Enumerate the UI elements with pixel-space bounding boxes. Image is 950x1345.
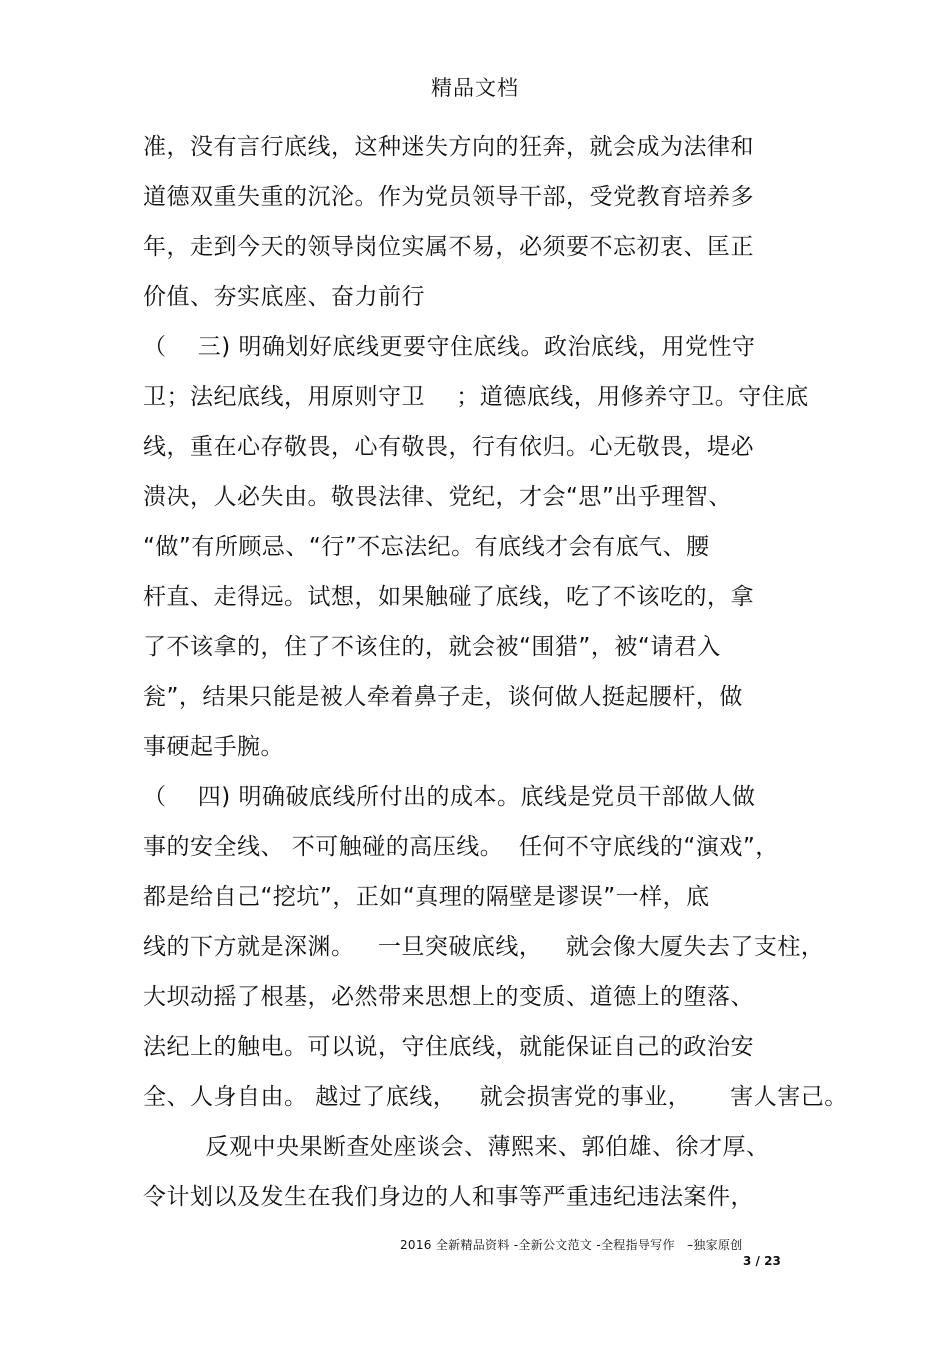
- body-text-line: 了不该拿的，住了不该住的，就会被“围猎”，被“请君入: [143, 634, 721, 660]
- body-text-line: 都是给自己“挖坑”，正如“真理的隔壁是谬误”一样，底: [143, 884, 710, 910]
- body-text-line: 全、人身自由。 越过了底线， 就会损害党的事业， 害人害己。: [143, 1084, 848, 1110]
- body-text-line: 年，走到今天的领导岗位实属不易，必须要不忘初衷、匡正: [143, 234, 754, 260]
- body-text-line: 事的安全线、 不可触碰的高压线。 任何不守底线的“演戏”，: [143, 834, 779, 860]
- body-text-line: 价值、夯实底座、奋力前行: [143, 284, 425, 310]
- body-text-line: 反观中央果断查处座谈会、薄熙来、郭伯雄、徐才厚、: [143, 1134, 770, 1160]
- body-text-line: 溃决，人必失由。敬畏法律、党纪，才会“思”出乎理智、: [143, 484, 732, 510]
- body-text-line: 杆直、走得远。试想，如果触碰了底线，吃了不该吃的，拿: [143, 584, 754, 610]
- body-text-line: 准，没有言行底线，这种迷失方向的狂奔，就会成为法律和: [143, 134, 754, 160]
- body-text-line: 令计划以及发生在我们身边的人和事等严重违纪违法案件，: [143, 1184, 754, 1210]
- footer-tagline: 2016 全新精品资料 -全新公文范文 -全程指导写作 –独家原创: [400, 1238, 743, 1252]
- body-text-line: 卫；法纪底线，用原则守卫 ；道德底线，用修养守卫。守住底: [143, 384, 809, 410]
- page-header-title: 精品文档: [431, 76, 519, 100]
- body-text-line: （ 四) 明确破底线所付出的成本。底线是党员干部做人做: [143, 784, 756, 810]
- body-text-line: （ 三) 明确划好底线更要守住底线。政治底线，用党性守: [143, 334, 756, 360]
- body-text-line: 线的下方就是深渊。 一旦突破底线， 就会像大厦失去了支柱，: [143, 934, 825, 960]
- body-text-line: 事硬起手腕。: [143, 734, 284, 760]
- page-number: 3 / 23: [743, 1254, 781, 1268]
- body-text-line: 瓮”，结果只能是被人牵着鼻子走，谈何做人挺起腰杆，做: [143, 684, 743, 710]
- body-text-line: 道德双重失重的沉沦。作为党员领导干部，受党教育培养多: [143, 184, 754, 210]
- body-text-line: 法纪上的触电。可以说，守住底线，就能保证自己的政治安: [143, 1034, 754, 1060]
- body-text-line: 大坝动摇了根基，必然带来思想上的变质、道德上的堕落、: [143, 984, 754, 1010]
- body-text-line: 线，重在心存敬畏，心有敬畏，行有依归。心无敬畏，堤必: [143, 434, 754, 460]
- body-text-line: “做”有所顾忌、“行”不忘法纪。有底线才会有底气、腰: [143, 534, 710, 560]
